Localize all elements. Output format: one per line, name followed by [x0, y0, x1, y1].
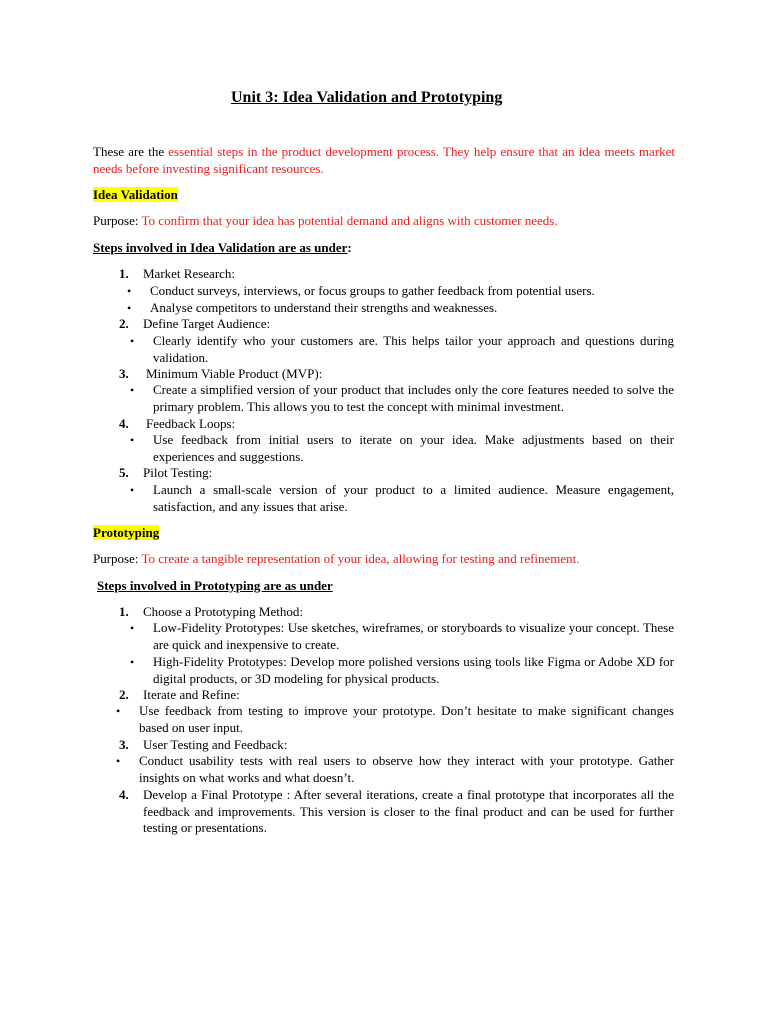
iv-step-1-number: 1.: [119, 266, 129, 281]
bullet-icon: •: [130, 383, 135, 397]
iv-step-4-bullet: Use feedback from initial users to iterate on your idea. Make adjustments based on their experiences and suggestions.: [153, 432, 674, 464]
pt-step-4-number: 4.: [119, 787, 129, 802]
idea-validation-heading: Idea Validation: [93, 187, 178, 202]
pt-step-1-bullet-2: High-Fidelity Prototypes: Develop more polished versions using tools like Figma or Adobe XD for digital products, or 3D modeling for physical products.: [153, 654, 674, 686]
iv-step-5-bullet: Launch a small-scale version of your product to a limited audience. Measure engagement, satisfaction, and any issues that arise.: [153, 482, 674, 514]
bullet-icon: •: [116, 754, 121, 768]
page-title: Unit 3: Idea Validation and Prototyping: [231, 89, 503, 106]
intro-paragraph: [93, 144, 675, 177]
pt-step-3-number: 3.: [119, 737, 129, 752]
iv-step-1-label: Market Research:: [143, 266, 236, 281]
idea-validation-purpose: Purpose: To confirm that your idea has potential demand and aligns with customer needs.: [93, 213, 558, 228]
pt-step-1-label: Choose a Prototyping Method:: [143, 604, 303, 619]
iv-step-3-number: 3.: [119, 366, 129, 381]
iv-step-5-label: Pilot Testing:: [143, 465, 213, 480]
bullet-icon: •: [130, 483, 135, 497]
pt-step-3-bullet: Conduct usability tests with real users to observe how they interact with your prototype. Gather insights on what works and what doesn’t.: [139, 753, 674, 785]
pt-step-2-bullet: Use feedback from testing to improve your prototype. Don’t hesitate to make significant changes based on user input.: [139, 703, 674, 735]
iv-step-1-bullet-1: Conduct surveys, interviews, or focus groups to gather feedback from potential users.: [150, 283, 595, 298]
iv-step-1-bullet-2: Analyse competitors to understand their strengths and weaknesses.: [150, 300, 498, 315]
bullet-icon: •: [130, 655, 135, 669]
iv-step-4-label: Feedback Loops:: [146, 416, 236, 431]
bullet-icon: •: [127, 284, 132, 298]
bullet-icon: •: [130, 621, 135, 635]
intro-red: essential steps in the product development process. They help ensure that an idea meets market needs before investing significant resources.: [93, 144, 676, 176]
iv-step-3-bullet: Create a simplified version of your product that includes only the core features needed to solve the primary problem. This allows you to test the concept with minimal investment.: [153, 382, 674, 414]
pt-step-1-number: 1.: [119, 604, 129, 619]
pt-step-3-label: User Testing and Feedback:: [143, 737, 288, 752]
bullet-icon: •: [127, 301, 132, 315]
bullet-icon: •: [130, 334, 135, 348]
idea-validation-steps-heading: Steps involved in Idea Validation are as under:: [93, 240, 352, 255]
intro-plain: These are the: [93, 144, 169, 159]
iv-step-3-label: Minimum Viable Product (MVP):: [146, 366, 323, 381]
iv-step-2-number: 2.: [119, 316, 129, 331]
bullet-icon: •: [130, 433, 135, 447]
iv-step-2-bullet: Clearly identify who your customers are. This helps tailor your approach and questions during validation.: [153, 333, 674, 365]
pt-step-1-bullet-1: Low-Fidelity Prototypes: Use sketches, wireframes, or storyboards to visualize your concept. These are quick and inexpensive to create.: [153, 620, 674, 652]
pt-step-2-number: 2.: [119, 687, 129, 702]
iv-step-4-number: 4.: [119, 416, 129, 431]
prototyping-steps-heading: Steps involved in Prototyping are as under: [97, 578, 333, 593]
prototyping-heading: Prototyping: [93, 525, 160, 540]
pt-step-4-label: Develop a Final Prototype : After several iterations, create a final prototype that incorporates all the feedback and improvements. This version is closer to the final product and can be used for further testing or presentations.: [143, 787, 674, 835]
prototyping-purpose: Purpose: To create a tangible representation of your idea, allowing for testing and refinement.: [93, 551, 580, 566]
pt-step-2-label: Iterate and Refine:: [143, 687, 240, 702]
bullet-icon: •: [116, 704, 121, 718]
iv-step-2-label: Define Target Audience:: [143, 316, 271, 331]
iv-step-5-number: 5.: [119, 465, 129, 480]
